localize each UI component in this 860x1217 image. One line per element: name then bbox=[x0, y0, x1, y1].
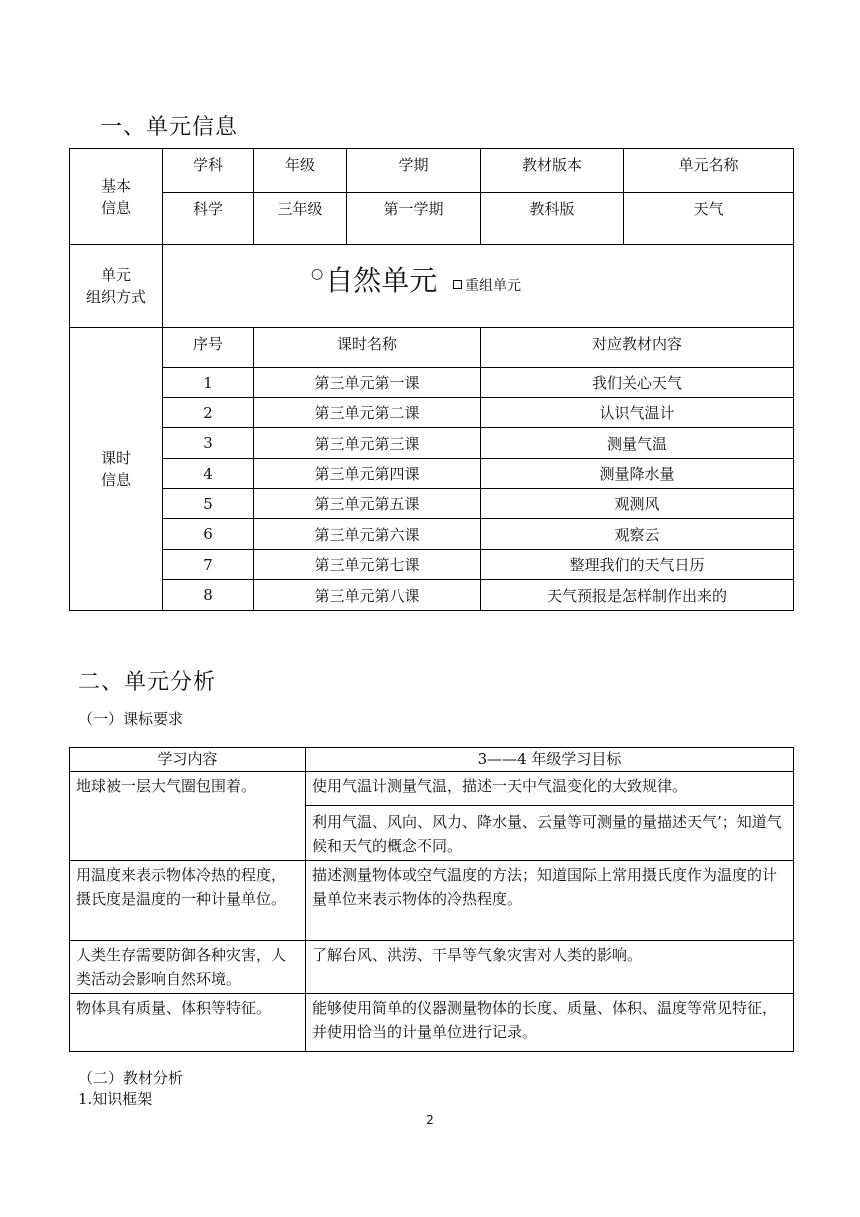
table-row bbox=[70, 428, 794, 459]
lesson-content: 认识气温计 bbox=[481, 398, 794, 428]
lesson-name: 第三单元第七课 bbox=[254, 550, 481, 580]
value-textbook-edition: 教科版 bbox=[481, 193, 624, 245]
selected-circle-icon: ○ bbox=[311, 266, 324, 282]
learning-content: 物体具有质量、体积等特征。 bbox=[70, 994, 306, 1052]
learning-goal: 了解台风、洪涝、干旱等气象灾害对人类的影响。 bbox=[306, 941, 794, 994]
table-row bbox=[70, 941, 794, 994]
table-row bbox=[70, 368, 794, 398]
lesson-no: 3 bbox=[163, 428, 254, 459]
page-number: 2 bbox=[426, 1113, 434, 1127]
table-row bbox=[70, 772, 794, 806]
table-row bbox=[70, 459, 794, 489]
lesson-content: 整理我们的天气日历 bbox=[481, 550, 794, 580]
knowledge-framework-heading: 1.知识框架 bbox=[78, 1090, 153, 1108]
lesson-no: 4 bbox=[163, 459, 254, 489]
header-learning-goals: 3——4 年级学习目标 bbox=[306, 748, 794, 772]
lesson-content: 测量降水量 bbox=[481, 459, 794, 489]
lesson-no: 2 bbox=[163, 398, 254, 428]
learning-content: 人类生存需要防御各种灾害，人类活动会影响自然环境。 bbox=[70, 941, 306, 994]
value-subject: 科学 bbox=[163, 193, 254, 245]
lesson-name: 第三单元第五课 bbox=[254, 489, 481, 519]
header-lesson-name: 课时名称 bbox=[254, 328, 481, 368]
table-row bbox=[70, 861, 794, 941]
lesson-content: 观察云 bbox=[481, 519, 794, 550]
lesson-name: 第三单元第八课 bbox=[254, 580, 481, 611]
lesson-name: 第三单元第二课 bbox=[254, 398, 481, 428]
lesson-name: 第三单元第一课 bbox=[254, 368, 481, 398]
lesson-content: 天气预报是怎样制作出来的 bbox=[481, 580, 794, 611]
value-semester: 第一学期 bbox=[347, 193, 481, 245]
table-row bbox=[70, 519, 794, 550]
lesson-content: 观测风 bbox=[481, 489, 794, 519]
lesson-no: 7 bbox=[163, 550, 254, 580]
lesson-name: 第三单元第三课 bbox=[254, 428, 481, 459]
lesson-no: 8 bbox=[163, 580, 254, 611]
table-row bbox=[70, 580, 794, 611]
basic-info-label: 基本 信息 bbox=[70, 149, 163, 245]
checkbox-icon bbox=[453, 280, 462, 289]
value-grade: 三年级 bbox=[254, 193, 347, 245]
header-grade: 年级 bbox=[254, 149, 347, 193]
learning-goal: 使用气温计测量气温，描述一天中气温变化的大致规律。 bbox=[306, 772, 794, 806]
header-learning-content: 学习内容 bbox=[70, 748, 306, 772]
header-textbook-edition: 教材版本 bbox=[481, 149, 624, 193]
header-lesson-content: 对应教材内容 bbox=[481, 328, 794, 368]
lesson-info-label: 课时 信息 bbox=[70, 328, 163, 611]
textbook-analysis-heading: （二）教材分析 bbox=[78, 1069, 184, 1087]
header-unit-name: 单元名称 bbox=[624, 149, 794, 193]
learning-content: 用温度来表示物体冷热的程度，摄氏度是温度的一种计量单位。 bbox=[70, 861, 306, 941]
lesson-content: 测量气温 bbox=[481, 428, 794, 459]
lesson-name: 第三单元第四课 bbox=[254, 459, 481, 489]
header-subject: 学科 bbox=[163, 149, 254, 193]
table-row bbox=[70, 550, 794, 580]
learning-goal: 能够使用简单的仪器测量物体的长度、质量、体积、温度等常见特征，并使用恰当的计量单位进行记录。 bbox=[306, 994, 794, 1052]
learning-goal: 利用气温、风向、风力、降水量、云量等可测量的量描述天气’；知道气候和天气的概念不同。 bbox=[306, 806, 794, 861]
organization-options bbox=[163, 245, 794, 328]
lesson-content: 我们关心天气 bbox=[481, 368, 794, 398]
section-1-title: 一、单元信息 bbox=[100, 115, 239, 140]
table-row bbox=[70, 994, 794, 1052]
regrouped-unit-option: 重组单元 bbox=[453, 275, 521, 295]
value-unit-name: 天气 bbox=[624, 193, 794, 245]
section-2-title: 二、单元分析 bbox=[78, 670, 217, 695]
curriculum-table bbox=[69, 747, 794, 1052]
natural-unit-option: ○自然单元 bbox=[311, 264, 438, 297]
organization-label: 单元 组织方式 bbox=[70, 245, 163, 328]
lesson-no: 6 bbox=[163, 519, 254, 550]
header-semester: 学期 bbox=[347, 149, 481, 193]
learning-content: 地球被一层大气圈包围着。 bbox=[70, 772, 306, 861]
table-row bbox=[70, 489, 794, 519]
learning-goal: 描述测量物体或空气温度的方法；知道国际上常用摄氏度作为温度的计量单位来表示物体的冷热程度。 bbox=[306, 861, 794, 941]
unit-info-table bbox=[69, 148, 794, 611]
table-row bbox=[70, 398, 794, 428]
lesson-name: 第三单元第六课 bbox=[254, 519, 481, 550]
lesson-no: 1 bbox=[163, 368, 254, 398]
lesson-no: 5 bbox=[163, 489, 254, 519]
header-lesson-no: 序号 bbox=[163, 328, 254, 368]
curriculum-requirements-heading: （一）课标要求 bbox=[78, 710, 184, 728]
